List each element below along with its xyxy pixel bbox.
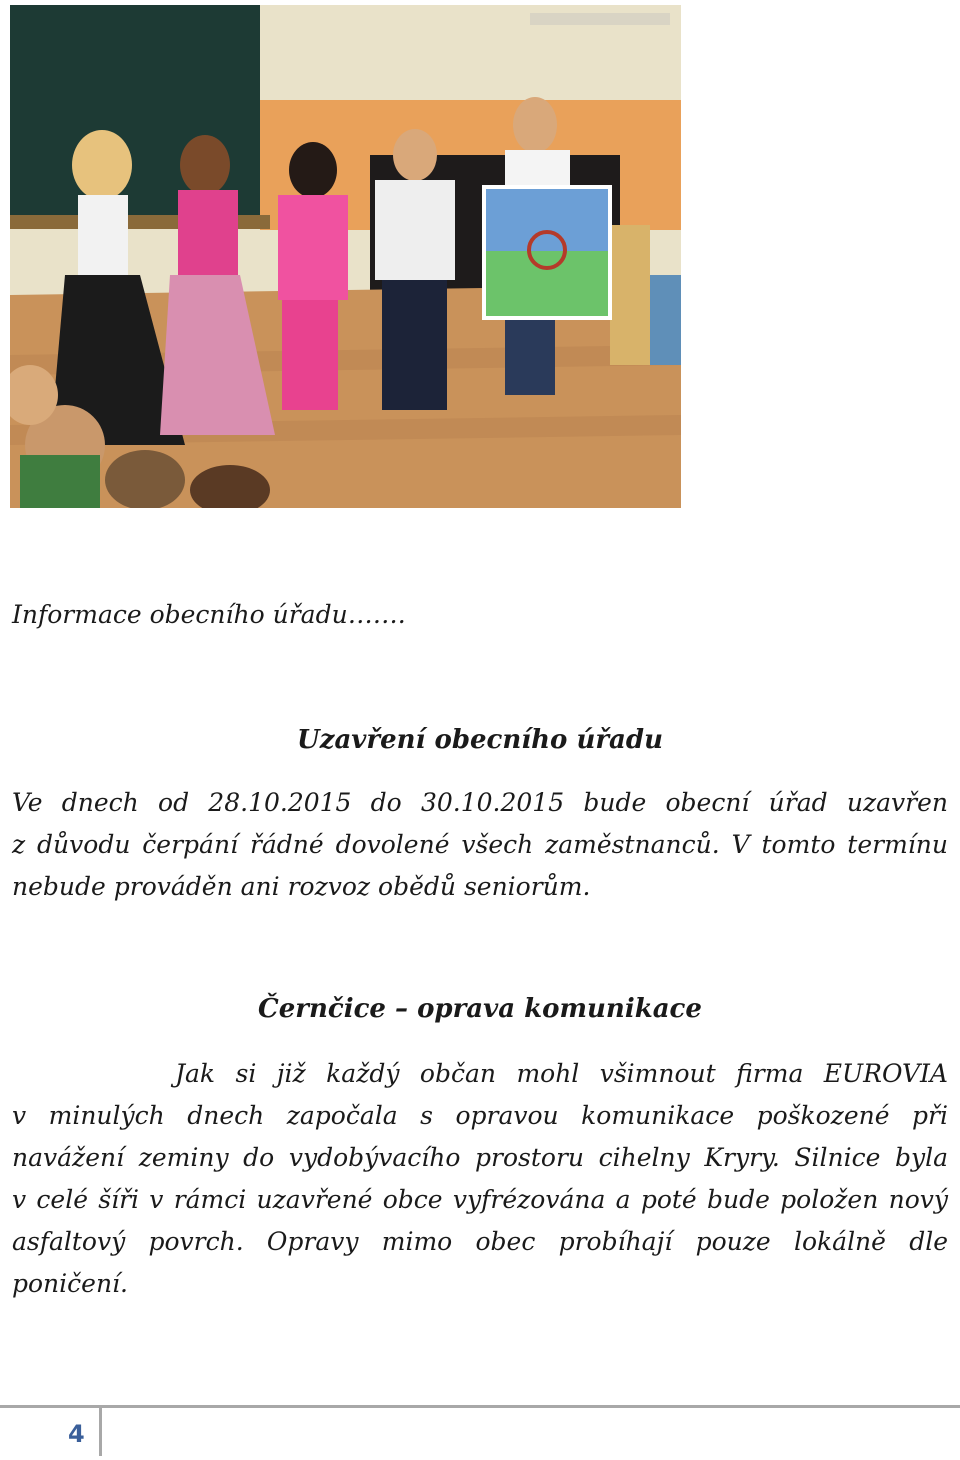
closure-line: Ve dnech od 28.10.2015 do 30.10.2015 bude obecní úřad uzavřen [12,788,948,817]
road-line: navážení zeminy do vydobývacího prostoru cihelny Kryry. Silnice byla [12,1143,948,1172]
footer-divider [99,1408,102,1456]
road-line: v celé šíři v rámci uzavřené obce vyfrézována a poté bude položen nový [12,1185,948,1214]
closure-paragraph [12,782,948,908]
footer-rule [0,1405,960,1408]
road-line: asfaltový povrch. Opravy mimo obec probíhají pouze lokálně dle [12,1227,948,1256]
notice-heading: Informace obecního úřadu……. [12,600,406,629]
road-line: Jak si již každý občan mohl všimnout firma EUROVIA [175,1059,948,1088]
page-number: 4 [68,1420,85,1448]
road-line: v minulých dnech započala s opravou komunikace poškozené při [12,1101,948,1130]
closure-line: nebude prováděn ani rozvoz obědů seniorům. [12,872,591,901]
closure-line: z důvodu čerpání řádné dovolené všech zaměstnanců. V tomto termínu [12,830,948,859]
closure-title: Uzavření obecního úřadu [297,725,663,755]
photo [10,5,681,508]
road-paragraph [12,1053,948,1305]
road-line: poničení. [12,1269,128,1298]
road-title: Černčice – oprava komunikace [258,994,702,1024]
children-photo-image [10,5,681,508]
